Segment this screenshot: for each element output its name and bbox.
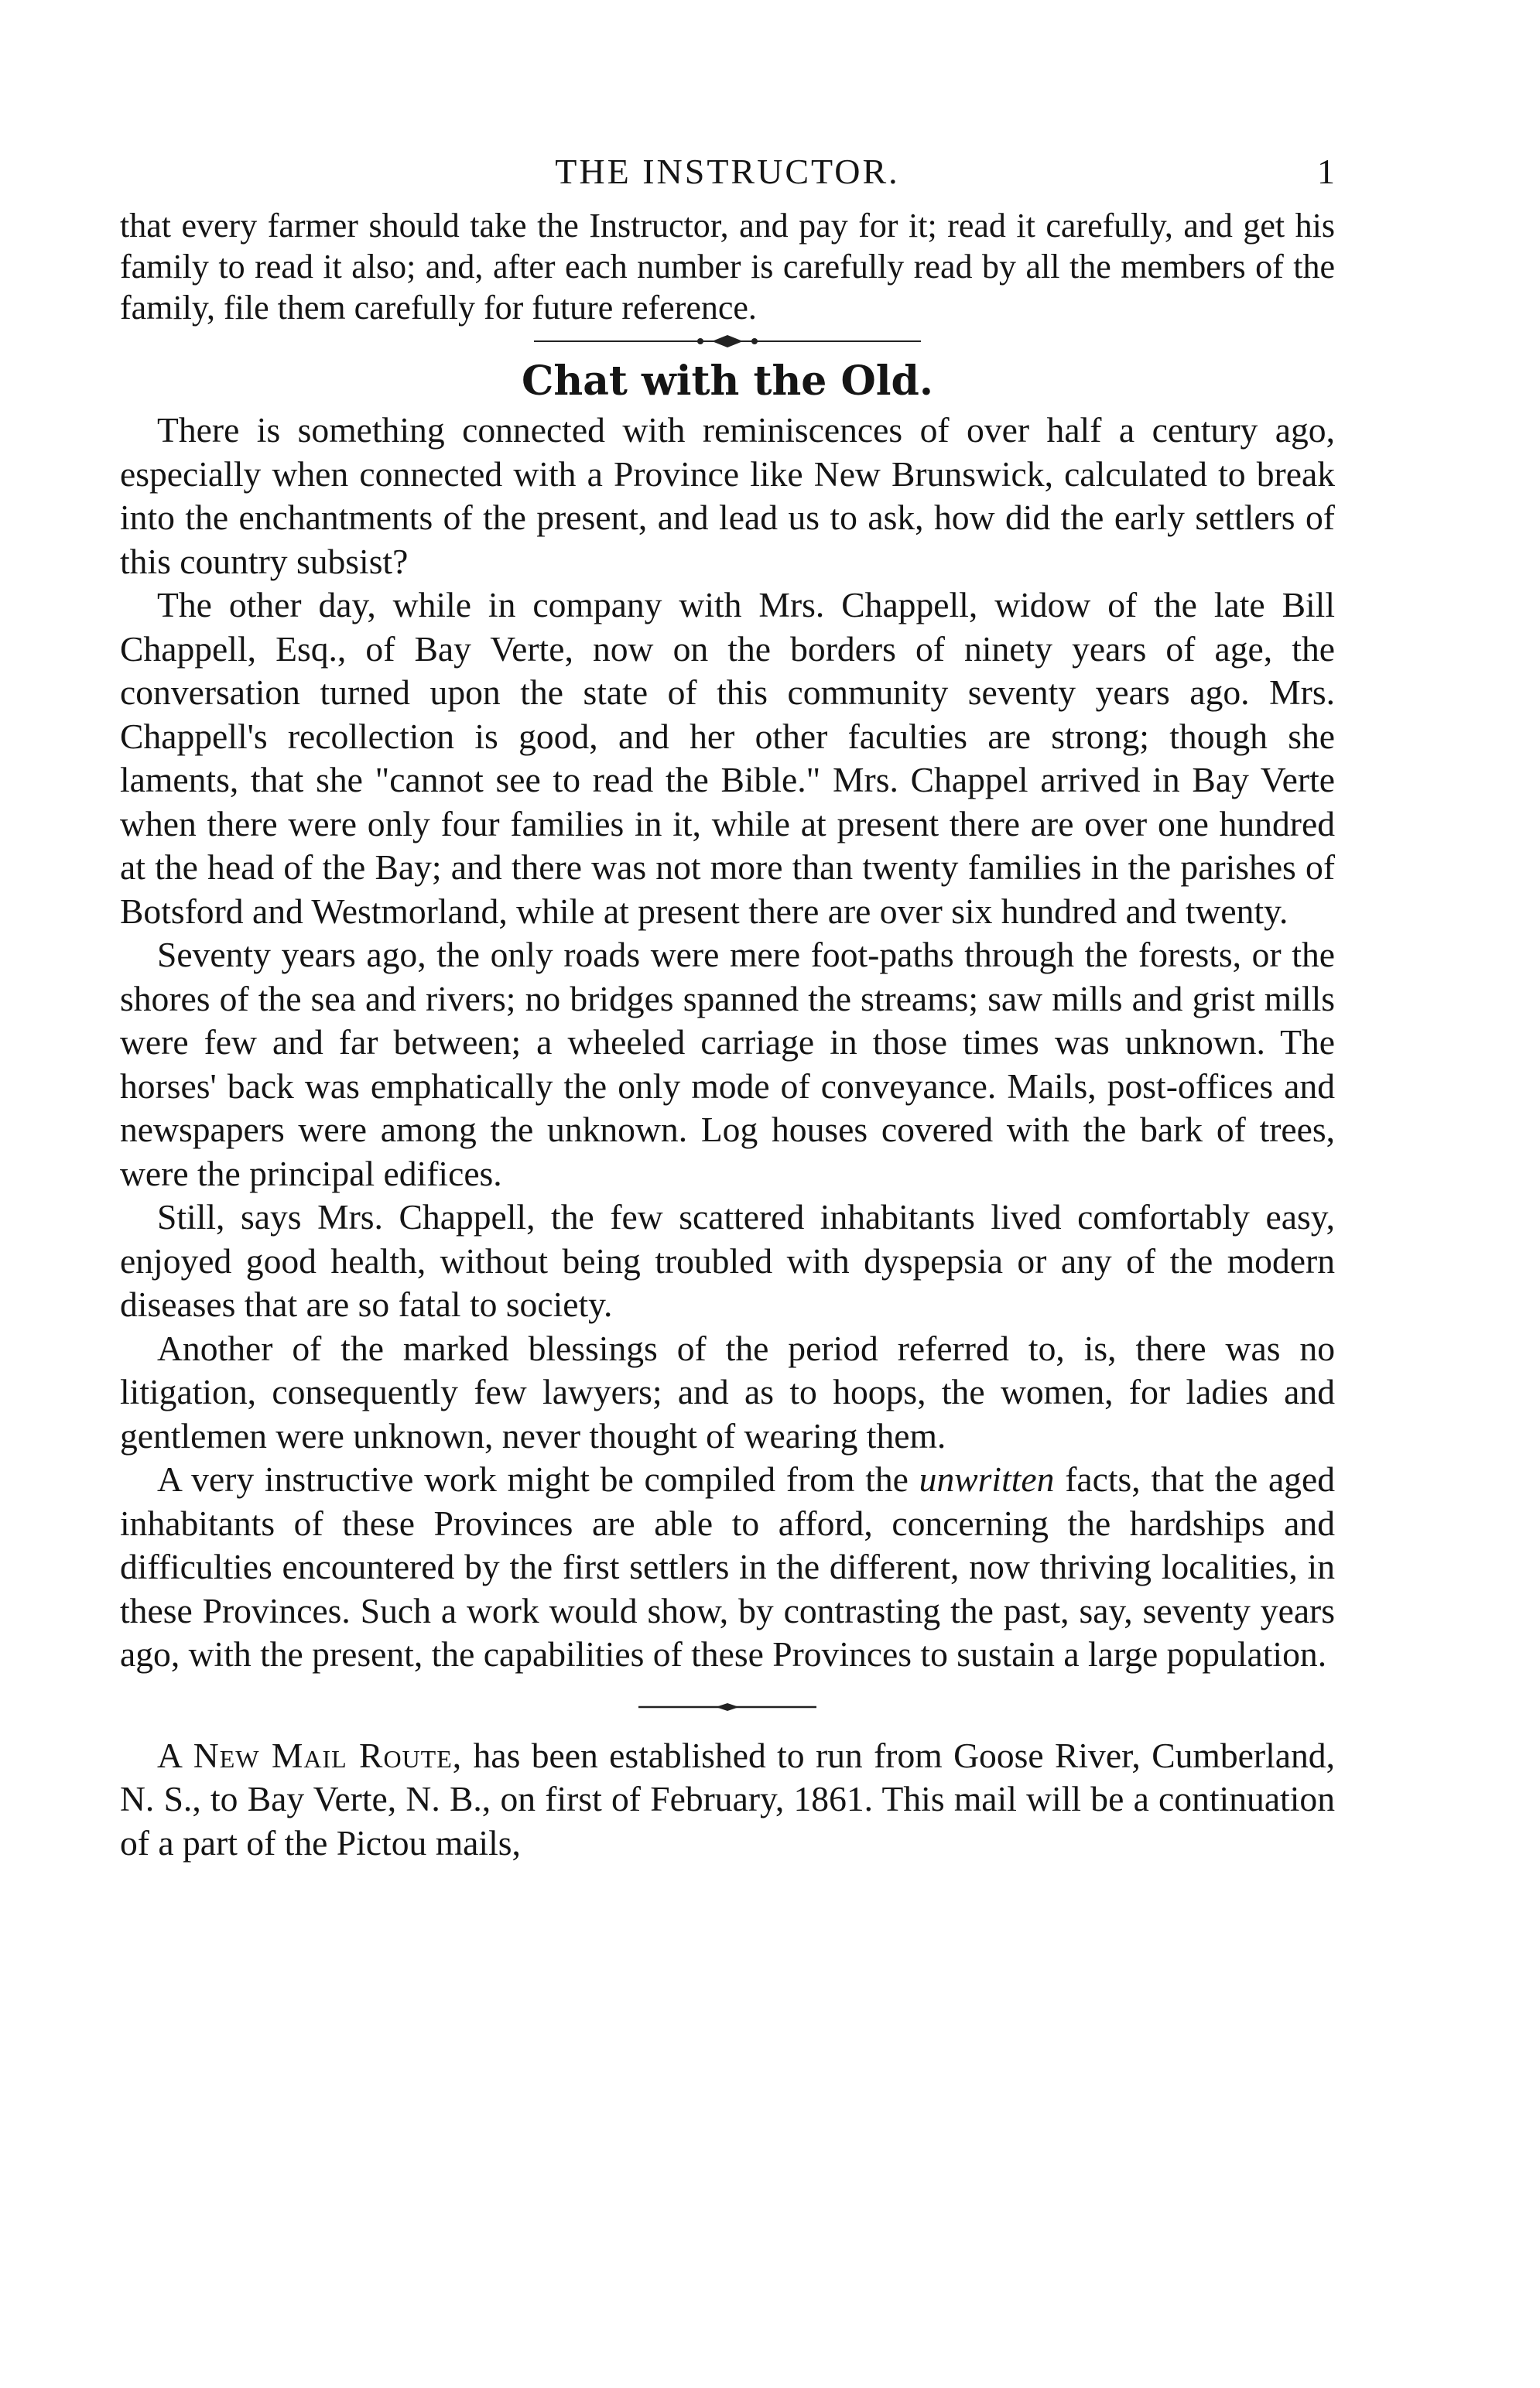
article-paragraph-last: [120, 1458, 1335, 1677]
article-paragraph: Still, says Mrs. Chappell, the few scattered inhabitants lived comfortably easy, enjoyed good health, without being troubled with dyspepsia or any of the modern diseases that are so fatal to society.: [120, 1197, 1335, 1324]
article-paragraph: Another of the marked blessings of the period referred to, is, there was no litigation, consequently few lawyers; and as to hoops, the women, for ladies and gentlemen were unknown, never thought of wearing them.: [120, 1328, 1335, 1456]
document-page: [120, 151, 1335, 1865]
running-title: THE INSTRUCTOR.: [555, 152, 900, 191]
notice-text: has been established to run from Goose River, Cumberland, N. S., to Bay Verte, N. B., on first of February, 1861. This mail will be a continuation of a part of the Pictou mails,: [120, 1735, 1335, 1863]
intro-paragraph: that every farmer should take the Instructor, and pay for it; read it carefully, and get his family to read it also; and, after each number is carefully read by all the members of the family, file them carefully for future reference.: [120, 207, 1335, 327]
emphasized-word: unwritten: [919, 1459, 1055, 1499]
notice-paragraph: [120, 1734, 1335, 1866]
article-paragraph: There is something connected with reminiscences of over half a century ago, especially when connected with a Province like New Brunswick, calculated to break into the enchantments of the present, and lead us to ask, how did the early settlers of this country subsist?: [120, 410, 1335, 581]
notice-lead: A New Mail Route,: [157, 1735, 463, 1775]
article-paragraph: Seventy years ago, the only roads were mere foot-paths through the forests, or the shores of the sea and rivers; no bridges spanned the streams; saw mills and grist mills were few and far between; a wheeled carriage in those times was unknown. The horses' back was emphatically the only mode of conveyance. Mails, post-offices and newspapers were among the unknown. Log houses covered with the bark of trees, were the principal edifices.: [120, 935, 1335, 1193]
article-paragraph: The other day, while in company with Mrs. Chappell, widow of the late Bill Chappell, Esq., of Bay Verte, now on the borders of ninety years of age, the conversation turned upon the state of this community seventy years ago. Mrs. Chappell's recollection is good, and her other faculties are strong; though she laments, that she "cannot see to read the Bible." Mrs. Chappel arrived in Bay Verte when there were only four families in it, while at present there are over one hundred at the head of the Bay; and there was not more than twenty families in the parishes of Botsford and Westmorland, while at present there are over six hundred and twenty.: [120, 585, 1335, 931]
paragraph-text: A very instructive work might be compiled from the: [157, 1459, 919, 1499]
ornamental-rule: [534, 328, 921, 354]
article-title: Chat with the Old.: [522, 358, 933, 405]
page-number: 1: [1317, 152, 1335, 191]
page-header: [120, 151, 1335, 205]
section-rule: [638, 1688, 816, 1726]
paragraph-text: facts, that the aged inhabitants of these Provinces are able to afford, concerning the hardships and difficulties encountered by the first settlers in the different, now thriving localities, in these Provinces. Such a work would show, by contrasting the past, say, seventy years ago, with the present, the capabilities of these Provinces to sustain a large population.: [120, 1459, 1336, 1674]
